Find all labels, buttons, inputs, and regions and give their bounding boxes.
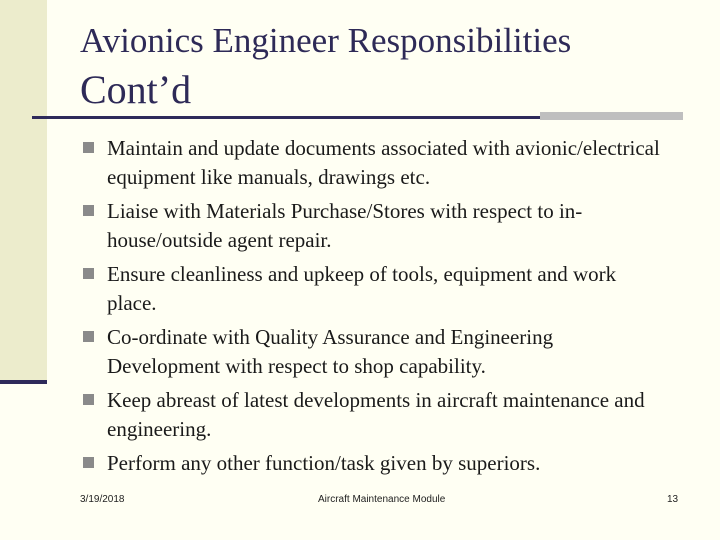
bullet-item [83, 386, 668, 443]
bullet-text: Keep abreast of latest developments in aircraft maintenance and engineering. [107, 388, 645, 441]
square-bullet-icon [83, 205, 94, 216]
title-line-1: Avionics Engineer Responsibilities [80, 21, 572, 60]
bullet-text: Ensure cleanliness and upkeep of tools, equipment and work place. [107, 262, 617, 315]
title-underline-dark [32, 116, 542, 119]
bullet-item [83, 134, 668, 191]
slide-title [80, 18, 700, 116]
square-bullet-icon [83, 394, 94, 405]
bullet-item [83, 197, 668, 254]
footer-title: Aircraft Maintenance Module [318, 494, 446, 505]
bullet-item [83, 323, 668, 380]
square-bullet-icon [83, 142, 94, 153]
bullet-item [83, 449, 668, 478]
footer-date: 3/19/2018 [80, 494, 125, 505]
bullet-item [83, 260, 668, 317]
title-underline-light [540, 112, 683, 120]
square-bullet-icon [83, 457, 94, 468]
square-bullet-icon [83, 268, 94, 279]
bullet-text: Co-ordinate with Quality Assurance and Engineering Development with respect to shop capability. [107, 325, 554, 378]
bullet-text: Perform any other function/task given by superiors. [107, 451, 541, 475]
title-line-2: Cont’d [80, 67, 192, 112]
bullet-list [83, 134, 668, 484]
square-bullet-icon [83, 331, 94, 342]
bullet-text: Maintain and update documents associated with avionic/electrical equipment like manuals, drawings etc. [107, 136, 660, 189]
page-number: 13 [667, 494, 679, 505]
bullet-text: Liaise with Materials Purchase/Stores with respect to in-house/outside agent repair. [107, 199, 583, 252]
left-accent-rule [0, 380, 47, 384]
left-decorative-band [0, 0, 47, 380]
